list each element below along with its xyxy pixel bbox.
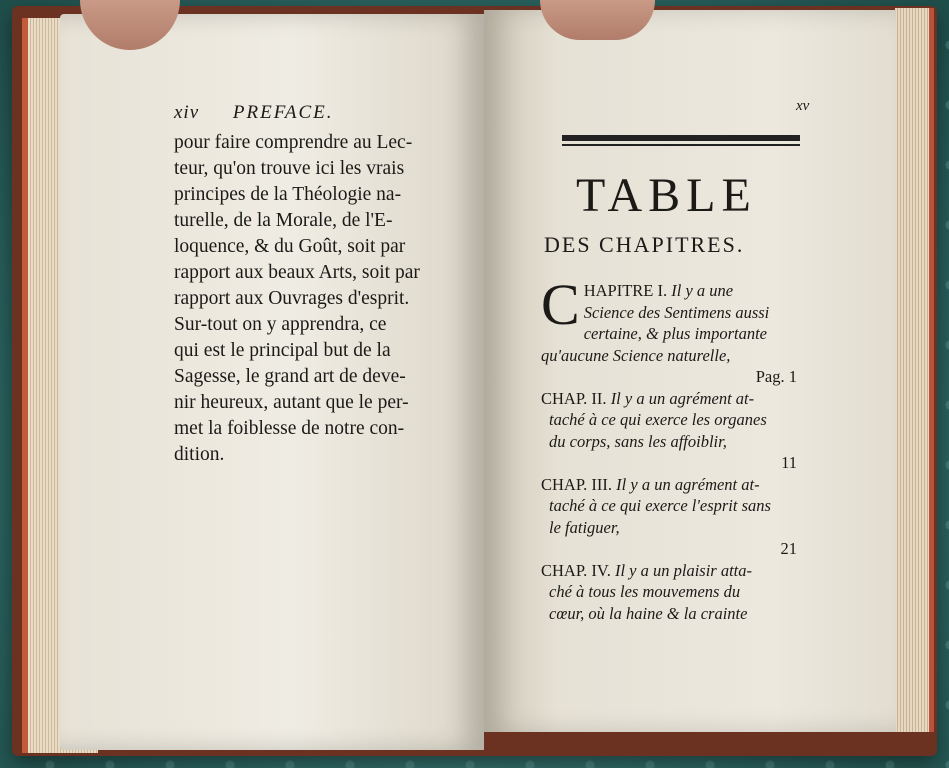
chapter-line: cœur, où la haine & la crainte: [549, 603, 748, 623]
left-page-text: [174, 100, 456, 468]
text-line: teur, qu'on trouve ici les vrais: [174, 158, 405, 179]
ornamental-rule-thin: [562, 144, 800, 146]
right-page-edges: [895, 8, 934, 732]
text-line: qui est le principal but de la: [174, 340, 391, 361]
text-line: met la foiblesse de notre con-: [174, 418, 405, 439]
drop-cap: C: [541, 272, 580, 337]
left-running-head: [174, 100, 456, 126]
right-page-number: xv: [796, 98, 810, 114]
text-line: dition.: [174, 444, 225, 465]
text-line: pour faire comprendre au Lec-: [174, 132, 413, 153]
toc-entry: [541, 272, 817, 388]
chapter-line: le fatiguer,: [549, 517, 620, 537]
table-title: TABLE: [576, 169, 757, 222]
chapter-line: Il y a une: [671, 281, 734, 300]
chapter-line: Il y a un agrément at-: [616, 474, 760, 494]
chapter-line: Il y a un plaisir atta-: [614, 560, 753, 580]
text-line: rapport aux beaux Arts, soit par: [174, 262, 420, 283]
running-title: PREFACE.: [232, 102, 334, 123]
chapter-line: taché à ce qui exerce l'esprit sans: [549, 496, 771, 515]
text-line: turelle, de la Morale, de l'E-: [174, 210, 393, 231]
page-reference: 21: [780, 539, 797, 558]
chapter-heading: HAPITRE I.: [583, 281, 668, 300]
chapter-heading: CHAP. III.: [541, 474, 613, 494]
text-line: Sur-tout on y apprendra, ce: [174, 314, 387, 335]
chapter-heading: CHAP. IV.: [541, 560, 611, 580]
text-line: principes de la Théologie na-: [174, 184, 402, 205]
chapter-line: qu'aucune Science naturelle,: [541, 345, 731, 365]
chapter-heading: CHAP. II.: [541, 388, 607, 408]
toc-entry: [541, 474, 817, 560]
text-line: Sagesse, le grand art de deve-: [174, 366, 406, 387]
ornamental-rule: [562, 135, 800, 141]
table-subtitle: DES CHAPITRES.: [544, 232, 745, 257]
chapter-line: certaine, & plus importante: [583, 324, 768, 343]
text-line: loquence, & du Goût, soit par: [174, 236, 406, 257]
chapter-line: Il y a un agrément at-: [610, 388, 755, 408]
table-of-contents: [541, 272, 817, 624]
page-reference: Pag. 1: [755, 367, 797, 386]
text-line: nir heureux, autant que le per-: [174, 392, 409, 413]
chapter-line: du corps, sans les affoiblir,: [549, 431, 727, 451]
chapter-line: Science des Sentimens aussi: [583, 302, 770, 322]
chapter-line: ché à tous les mouvemens du: [549, 582, 741, 601]
page-reference: 11: [781, 453, 797, 472]
left-page-number: xiv: [174, 102, 200, 123]
chapter-line: taché à ce qui exerce les organes: [549, 410, 767, 429]
text-line: rapport aux Ouvrages d'esprit.: [174, 288, 410, 309]
toc-entry: [541, 388, 817, 474]
toc-entry: [541, 560, 817, 625]
